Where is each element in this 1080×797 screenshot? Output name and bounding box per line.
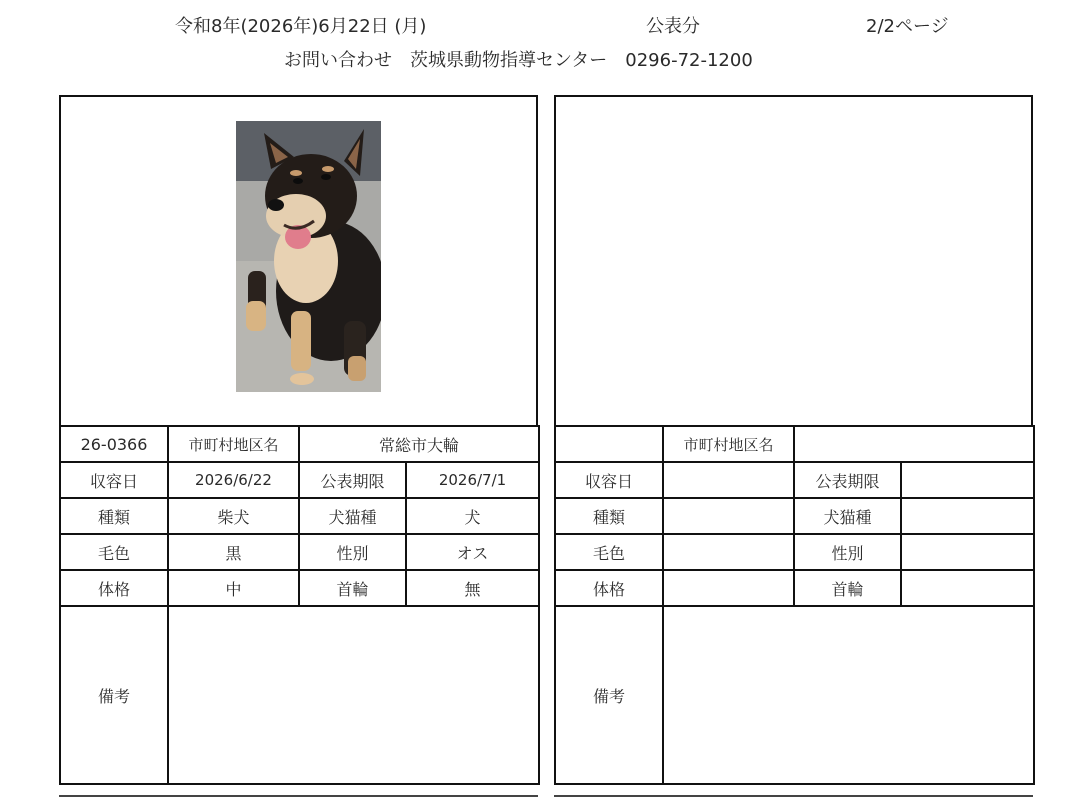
value-collar-empty bbox=[901, 570, 1034, 606]
label-species: 犬猫種 bbox=[299, 498, 406, 534]
value-size-empty bbox=[663, 570, 794, 606]
value-deadline-empty bbox=[901, 462, 1034, 498]
value-remarks-empty bbox=[663, 606, 1034, 784]
value-intake-date: 2026/6/22 bbox=[168, 462, 299, 498]
dog-photo bbox=[236, 121, 381, 392]
label-area: 市町村地区名 bbox=[663, 426, 794, 462]
value-deadline: 2026/7/1 bbox=[406, 462, 539, 498]
label-breed: 種類 bbox=[60, 498, 168, 534]
label-intake-date: 収容日 bbox=[555, 462, 663, 498]
value-intake-date-empty bbox=[663, 462, 794, 498]
value-area: 常総市大輪 bbox=[299, 426, 539, 462]
animal-card-left bbox=[59, 95, 538, 779]
header-contact: お問い合わせ 茨城県動物指導センター 0296-72-1200 bbox=[284, 50, 753, 71]
value-remarks bbox=[168, 606, 539, 784]
value-breed-empty bbox=[663, 498, 794, 534]
label-size: 体格 bbox=[60, 570, 168, 606]
label-deadline: 公表期限 bbox=[794, 462, 901, 498]
label-collar: 首輪 bbox=[299, 570, 406, 606]
value-species: 犬 bbox=[406, 498, 539, 534]
label-breed: 種類 bbox=[555, 498, 663, 534]
label-color: 毛色 bbox=[555, 534, 663, 570]
value-species-empty bbox=[901, 498, 1034, 534]
animal-id: 26-0366 bbox=[60, 426, 168, 462]
header-page-number: 2/2ページ bbox=[866, 16, 949, 37]
header-publication: 公表分 bbox=[646, 16, 700, 37]
label-intake-date: 収容日 bbox=[60, 462, 168, 498]
value-color-empty bbox=[663, 534, 794, 570]
value-color: 黒 bbox=[168, 534, 299, 570]
label-area: 市町村地区名 bbox=[168, 426, 299, 462]
value-sex: オス bbox=[406, 534, 539, 570]
value-area-empty bbox=[794, 426, 1034, 462]
value-sex-empty bbox=[901, 534, 1034, 570]
value-size: 中 bbox=[168, 570, 299, 606]
label-remarks: 備考 bbox=[60, 606, 168, 784]
label-collar: 首輪 bbox=[794, 570, 901, 606]
value-collar: 無 bbox=[406, 570, 539, 606]
label-species: 犬猫種 bbox=[794, 498, 901, 534]
label-deadline: 公表期限 bbox=[299, 462, 406, 498]
label-sex: 性別 bbox=[794, 534, 901, 570]
value-breed: 柴犬 bbox=[168, 498, 299, 534]
info-table-left bbox=[59, 425, 540, 785]
label-remarks: 備考 bbox=[555, 606, 663, 784]
photo-area-empty bbox=[554, 95, 1033, 425]
animal-card-right bbox=[554, 95, 1033, 779]
label-color: 毛色 bbox=[60, 534, 168, 570]
info-table-right bbox=[554, 425, 1035, 785]
animal-id-empty bbox=[555, 426, 663, 462]
photo-area bbox=[59, 95, 538, 425]
label-size: 体格 bbox=[555, 570, 663, 606]
label-sex: 性別 bbox=[299, 534, 406, 570]
header-date: 令和8年(2026年)6月22日 (月) bbox=[175, 16, 427, 37]
